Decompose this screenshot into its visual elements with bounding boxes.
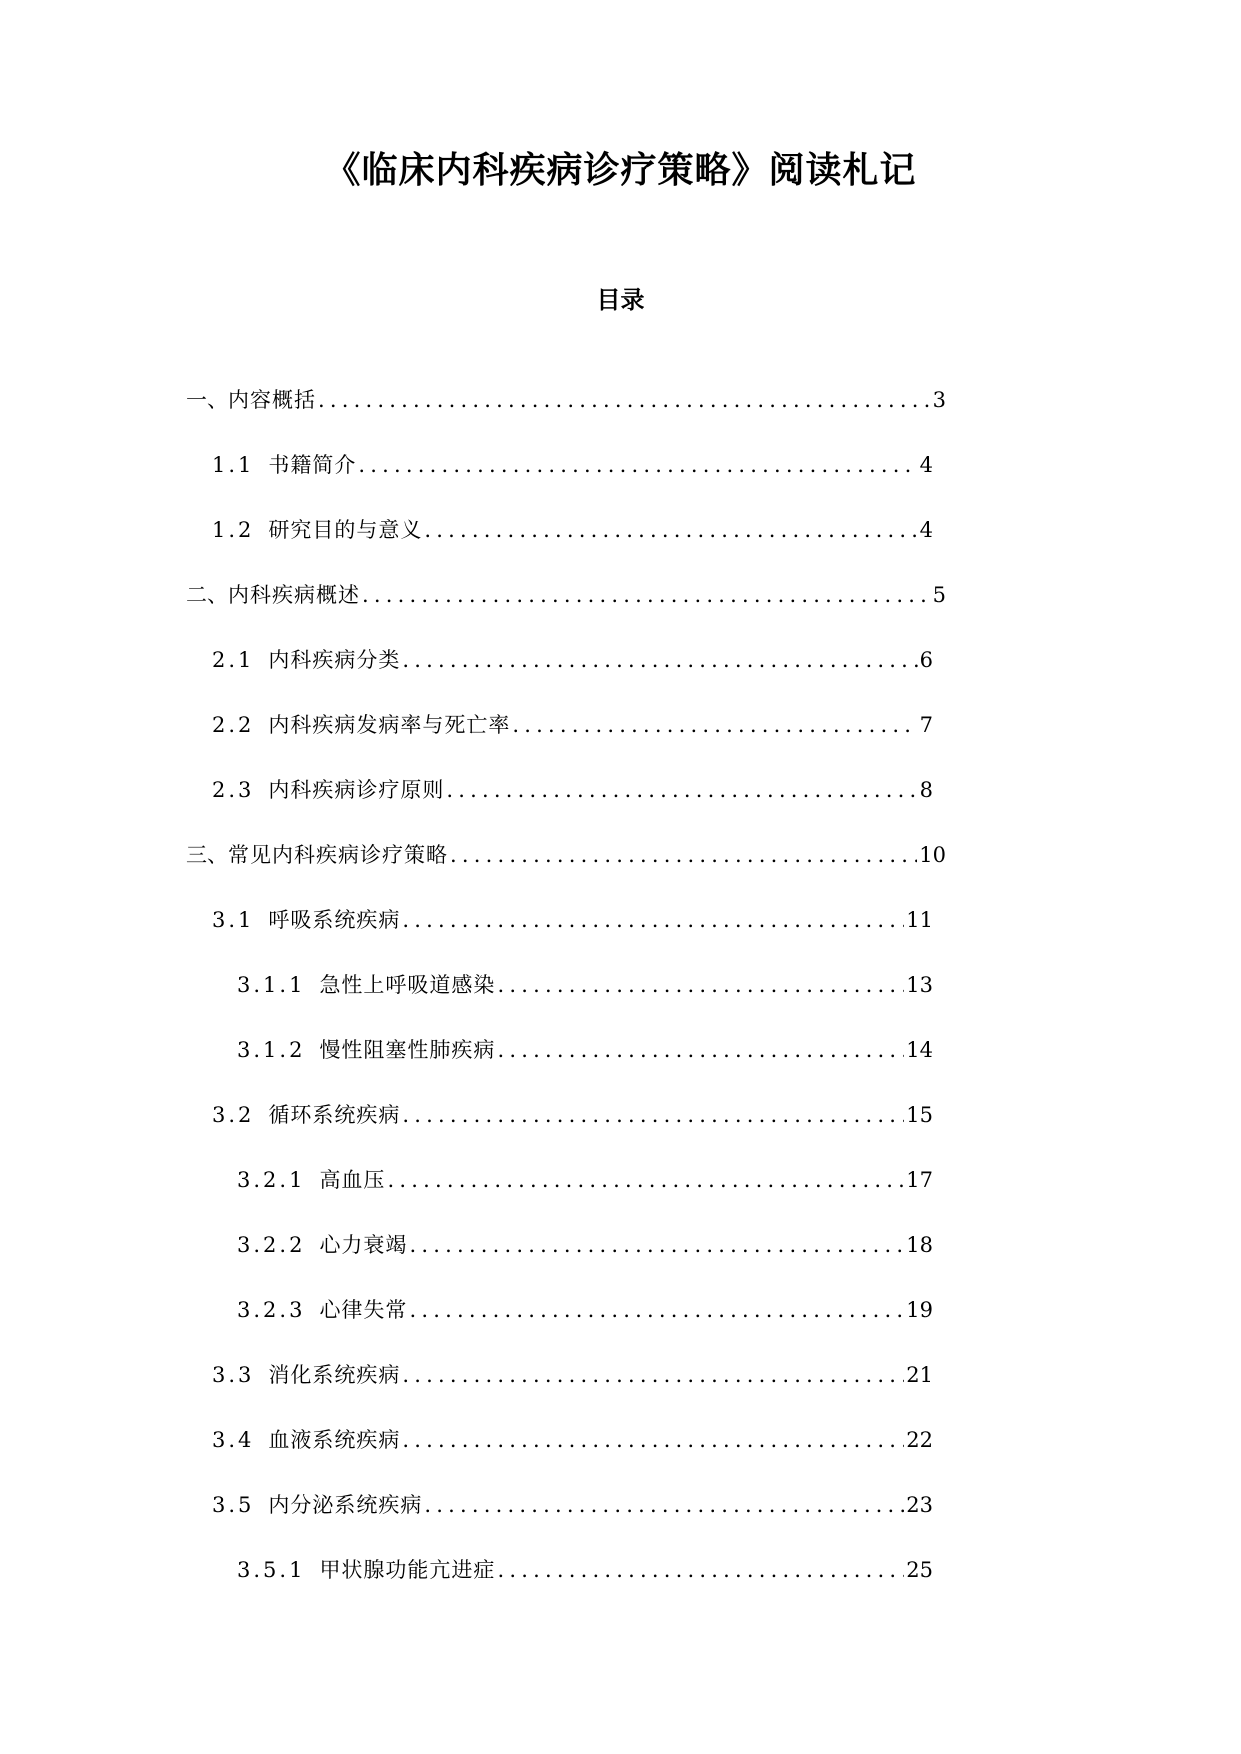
toc-leader-dots <box>510 710 917 740</box>
toc-entry-number: 二、 <box>186 583 228 607</box>
toc-entry-page: 6 <box>919 648 933 672</box>
toc-entry[interactable] <box>186 1100 946 1165</box>
toc-entry-label: 内科疾病分类 <box>268 648 401 672</box>
toc-entry-label: 内科疾病发病率与死亡率 <box>268 713 511 737</box>
toc-entry-page: 7 <box>919 713 933 737</box>
toc-entry[interactable] <box>186 1555 946 1620</box>
table-of-contents <box>186 385 946 1620</box>
toc-entry[interactable] <box>186 515 946 580</box>
toc-entry-page: 22 <box>906 1428 933 1452</box>
toc-entry[interactable] <box>186 1230 946 1295</box>
toc-entry[interactable] <box>186 905 946 970</box>
toc-entry[interactable] <box>186 1490 946 1555</box>
toc-entry-label: 高血压 <box>319 1168 386 1192</box>
toc-entry[interactable] <box>186 775 946 840</box>
toc-leader-dots <box>422 515 917 545</box>
toc-entry-label: 书籍简介 <box>268 453 357 477</box>
toc-entry-label: 急性上呼吸道感染 <box>319 973 496 997</box>
toc-entry[interactable] <box>186 1360 946 1425</box>
toc-entry[interactable] <box>186 1295 946 1360</box>
toc-entry-label: 慢性阻塞性肺疾病 <box>319 1038 496 1062</box>
toc-entry-number: 3.1 <box>212 908 255 932</box>
toc-entry-number: 2.2 <box>212 713 255 737</box>
toc-heading: 目录 <box>596 285 645 314</box>
toc-entry-label: 消化系统疾病 <box>268 1363 401 1387</box>
toc-entry-page: 18 <box>906 1233 933 1257</box>
toc-entry-number: 3.4 <box>212 1428 255 1452</box>
toc-entry-page: 13 <box>906 973 933 997</box>
toc-entry-page: 4 <box>919 518 933 542</box>
toc-entry-label: 内科疾病诊疗原则 <box>268 778 445 802</box>
toc-leader-dots <box>356 450 917 480</box>
toc-entry-label: 内容概括 <box>228 388 316 412</box>
toc-entry-number: 1.1 <box>212 453 255 477</box>
toc-leader-dots <box>407 1230 904 1260</box>
toc-entry-label: 研究目的与意义 <box>268 518 423 542</box>
toc-entry-label: 心律失常 <box>319 1298 408 1322</box>
toc-leader-dots <box>495 1555 904 1585</box>
toc-entry-page: 3 <box>932 388 946 412</box>
toc-leader-dots <box>448 840 917 870</box>
toc-entry[interactable] <box>186 385 946 450</box>
toc-entry[interactable] <box>186 580 946 645</box>
toc-entry-label: 内科疾病概述 <box>228 583 360 607</box>
toc-leader-dots <box>400 1360 904 1390</box>
toc-entry[interactable] <box>186 645 946 710</box>
toc-entry-page: 4 <box>919 453 933 477</box>
toc-entry-label: 甲状腺功能亢进症 <box>319 1558 496 1582</box>
toc-entry[interactable] <box>186 1165 946 1230</box>
toc-leader-dots <box>316 385 931 415</box>
toc-leader-dots <box>400 905 904 935</box>
toc-entry-label: 常见内科疾病诊疗策略 <box>228 843 448 867</box>
toc-entry-page: 15 <box>906 1103 933 1127</box>
toc-entry-number: 3.1.2 <box>237 1038 306 1062</box>
toc-entry[interactable] <box>186 710 946 775</box>
toc-entry-page: 25 <box>906 1558 933 1582</box>
toc-entry-number: 2.1 <box>212 648 255 672</box>
toc-leader-dots <box>360 580 931 610</box>
toc-entry-page: 10 <box>919 843 946 867</box>
toc-entry-page: 5 <box>932 583 946 607</box>
toc-entry-number: 3.2.3 <box>237 1298 306 1322</box>
toc-entry-label: 心力衰竭 <box>319 1233 408 1257</box>
toc-leader-dots <box>422 1490 904 1520</box>
toc-entry[interactable] <box>186 1425 946 1490</box>
toc-entry-page: 8 <box>919 778 933 802</box>
toc-leader-dots <box>400 1100 904 1130</box>
toc-entry-number: 3.2.2 <box>237 1233 306 1257</box>
toc-entry-page: 14 <box>906 1038 933 1062</box>
toc-leader-dots <box>400 645 917 675</box>
toc-entry-label: 循环系统疾病 <box>268 1103 401 1127</box>
toc-entry-number: 2.3 <box>212 778 255 802</box>
toc-leader-dots <box>495 1035 904 1065</box>
toc-entry-number: 3.2 <box>212 1103 255 1127</box>
toc-leader-dots <box>407 1295 904 1325</box>
toc-entry-page: 11 <box>906 908 933 932</box>
toc-leader-dots <box>444 775 917 805</box>
toc-entry[interactable] <box>186 840 946 905</box>
toc-leader-dots <box>385 1165 904 1195</box>
toc-entry-page: 23 <box>906 1493 933 1517</box>
toc-entry-number: 三、 <box>186 843 228 867</box>
toc-entry-number: 3.2.1 <box>237 1168 306 1192</box>
toc-entry-number: 1.2 <box>212 518 255 542</box>
toc-entry-number: 3.1.1 <box>237 973 306 997</box>
toc-entry[interactable] <box>186 1035 946 1100</box>
toc-entry-page: 17 <box>906 1168 933 1192</box>
toc-entry[interactable] <box>186 970 946 1035</box>
toc-entry-label: 呼吸系统疾病 <box>268 908 401 932</box>
toc-entry-label: 血液系统疾病 <box>268 1428 401 1452</box>
toc-leader-dots <box>495 970 904 1000</box>
toc-entry[interactable] <box>186 450 946 515</box>
toc-entry-number: 3.5 <box>212 1493 255 1517</box>
document-title: 《临床内科疾病诊疗策略》阅读札记 <box>324 149 917 191</box>
toc-entry-label: 内分泌系统疾病 <box>268 1493 423 1517</box>
toc-entry-page: 21 <box>906 1363 933 1387</box>
toc-leader-dots <box>400 1425 904 1455</box>
toc-entry-page: 19 <box>906 1298 933 1322</box>
toc-entry-number: 3.5.1 <box>237 1558 306 1582</box>
toc-entry-number: 3.3 <box>212 1363 255 1387</box>
toc-entry-number: 一、 <box>186 388 228 412</box>
